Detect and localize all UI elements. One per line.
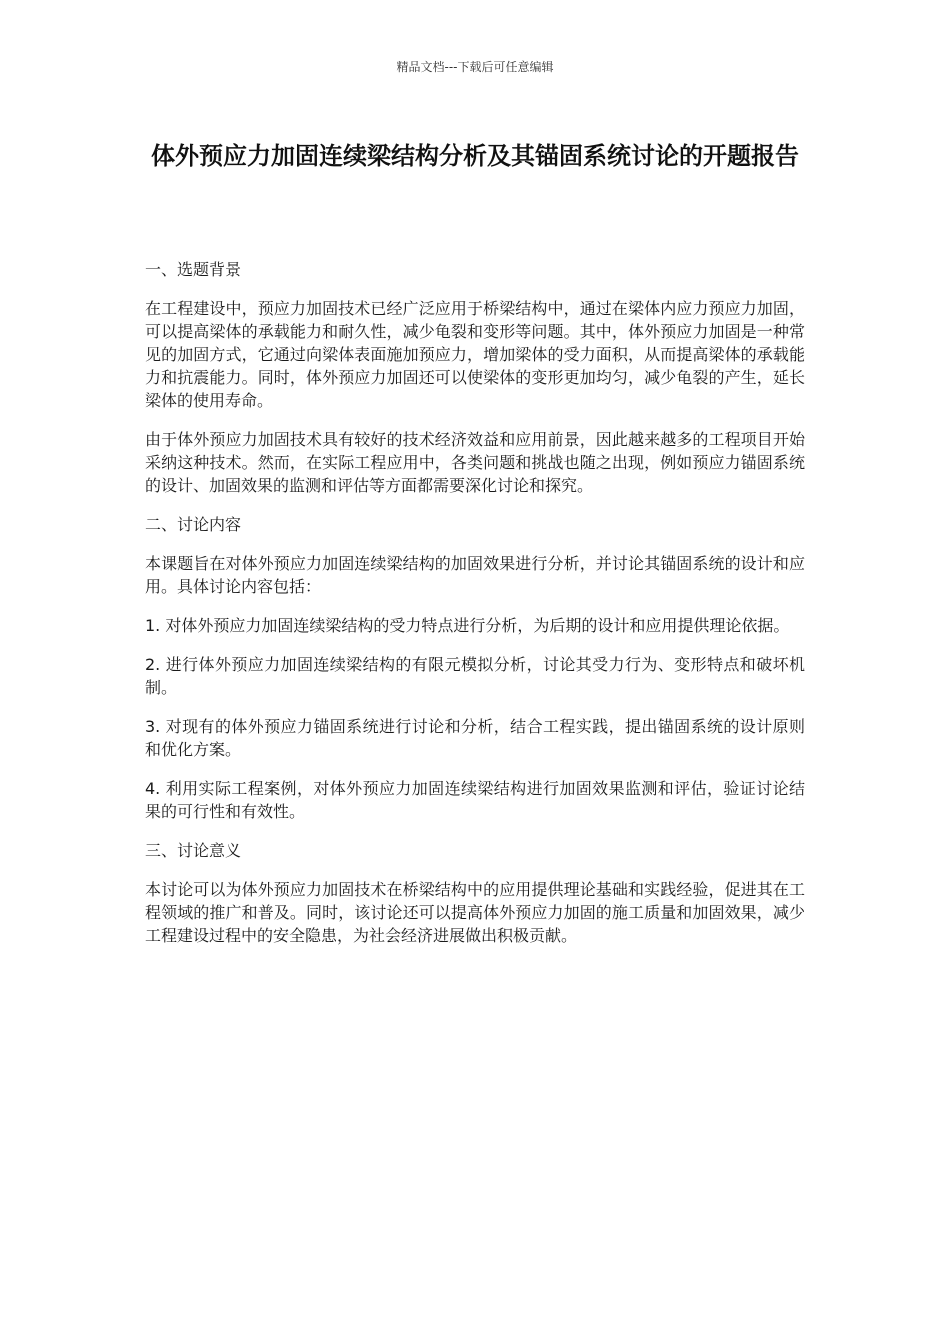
section-heading: 三、讨论意义 <box>145 841 242 860</box>
section-heading: 二、讨论内容 <box>145 515 242 534</box>
section-heading: 一、选题背景 <box>145 260 242 279</box>
document-body <box>145 258 805 963</box>
header-note: 精品文档---下载后可任意编辑 <box>396 60 554 74</box>
list-item: 1. 对体外预应力加固连续梁结构的受力特点进行分析，为后期的设计和应用提供理论依据。 <box>145 616 790 635</box>
paragraph: 由于体外预应力加固技术具有较好的技术经济效益和应用前景，因此越来越多的工程项目开始采纳这种技术。然而，在实际工程应用中，各类问题和挑战也随之出现，例如预应力锚固系统的设计、加固效果的监测和评估等方面都需要深化讨论和探究。 <box>145 430 805 495</box>
list-item: 3. 对现有的体外预应力锚固系统进行讨论和分析，结合工程实践，提出锚固系统的设计原则和优化方案。 <box>145 717 805 759</box>
list-item: 2. 进行体外预应力加固连续梁结构的有限元模拟分析，讨论其受力行为、变形特点和破坏机制。 <box>145 655 805 697</box>
paragraph: 本讨论可以为体外预应力加固技术在桥梁结构中的应用提供理论基础和实践经验，促进其在工程领域的推广和普及。同时，该讨论还可以提高体外预应力加固的施工质量和加固效果，减少工程建设过程中的安全隐患，为社会经济进展做出积极贡献。 <box>145 880 805 945</box>
paragraph: 本课题旨在对体外预应力加固连续梁结构的加固效果进行分析，并讨论其锚固系统的设计和应用。具体讨论内容包括： <box>145 554 805 596</box>
paragraph: 在工程建设中，预应力加固技术已经广泛应用于桥梁结构中，通过在梁体内应力预应力加固，可以提高梁体的承载能力和耐久性，减少龟裂和变形等问题。其中，体外预应力加固是一种常见的加固方式，它通过向梁体表面施加预应力，增加梁体的受力面积，从而提高梁体的承载能力和抗震能力。同时，体外预应力加固还可以使梁体的变形更加均匀，减少龟裂的产生，延长梁体的使用寿命。 <box>145 299 805 410</box>
section-background <box>145 258 805 497</box>
document-title: 体外预应力加固连续梁结构分析及其锚固系统讨论的开题报告 <box>151 142 799 170</box>
list-item: 4. 利用实际工程案例，对体外预应力加固连续梁结构进行加固效果监测和评估，验证讨论结果的可行性和有效性。 <box>145 779 805 821</box>
section-content <box>145 513 805 823</box>
section-significance <box>145 839 805 947</box>
